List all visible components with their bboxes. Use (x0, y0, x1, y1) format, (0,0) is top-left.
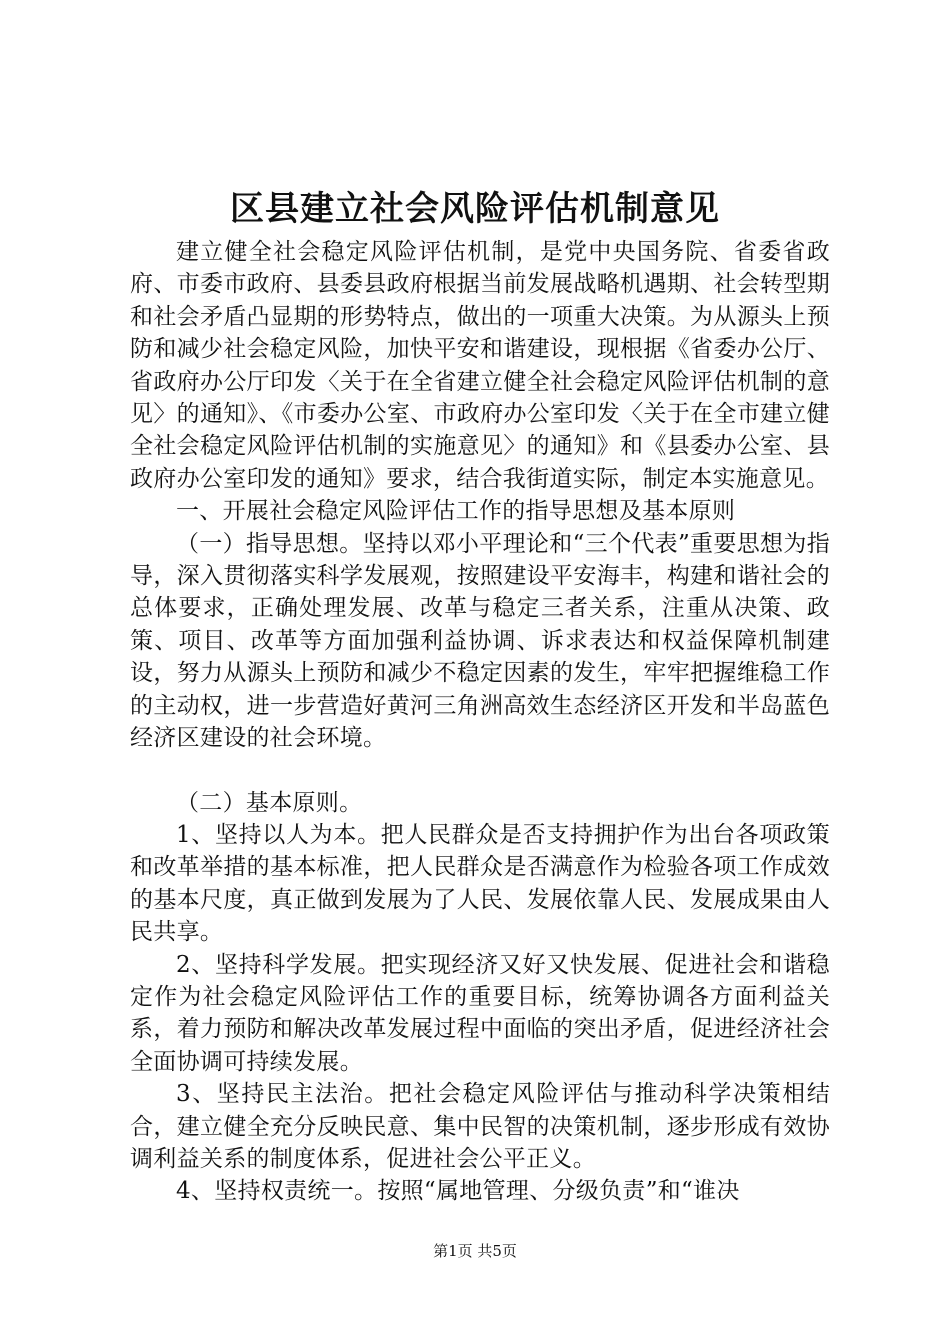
page-number-footer: 第1页 共5页 (433, 1242, 517, 1260)
paragraph-principle-2: 2、坚持科学发展。把实现经济又好又快发展、促进社会和谐稳定作为社会稳定风险评估工作的重要目标，统筹协调各方面利益关系，着力预防和解决改革发展过程中面临的突出矛盾，促进经济社会全面协调可持续发展。 (130, 951, 830, 1075)
document-title: 区县建立社会风险评估机制意见 (230, 189, 720, 229)
section-heading-1: 一、开展社会稳定风险评估工作的指导思想及基本原则 (176, 498, 736, 525)
paragraph-intro: 建立健全社会稳定风险评估机制，是党中央国务院、省委省政府、市委市政府、县委县政府根据当前发展战略机遇期、社会转型期和社会矛盾凸显期的形势特点，做出的一项重大决策。为从源头上预防和减少社会稳定风险，加快平安和谐建设，现根据《省委办公厅、省政府办公厅印发〈关于在全省建立健全社会稳定风险评估机制的意见〉的通知》、《市委办公室、市政府办公室印发〈关于在全市建立健全社会稳定风险评估机制的实施意见〉的通知》和《县委办公室、县政府办公室印发的通知》要求，结合我街道实际，制定本实施意见。 (130, 239, 830, 492)
paragraph-principle-4: 4、坚持权责统一。按照“属地管理、分级负责”和“谁决 (176, 1178, 740, 1205)
document-body (130, 236, 830, 1208)
paragraph-guiding-ideology: （一）指导思想。坚持以邓小平理论和“三个代表”重要思想为指导，深入贯彻落实科学发展观，按照建设平安海丰，构建和谐社会的总体要求，正确处理发展、改革与稳定三者关系，注重从决策、政策、项目、改革等方面加强利益协调、诉求表达和权益保障机制建设，努力从源头上预防和减少不稳定因素的发生，牢牢把握维稳工作的主动权，进一步营造好黄河三角洲高效生态经济区开发和半岛蓝色经济区建设的社会环境。 (130, 530, 830, 752)
subsection-heading-basic-principles: （二）基本原则。 (176, 789, 363, 816)
paragraph-principle-1: 1、坚持以人为本。把人民群众是否支持拥护作为出台各项政策和改革举措的基本标准，把人民群众是否满意作为检验各项工作成效的基本尺度，真正做到发展为了人民、发展依靠人民、发展成果由人民共享。 (130, 821, 830, 946)
paragraph-principle-3: 3、坚持民主法治。把社会稳定风险评估与推动科学决策相结合，建立健全充分反映民意、集中民智的决策机制，逐步形成有效协调利益关系的制度体系，促进社会公平正义。 (130, 1081, 830, 1172)
